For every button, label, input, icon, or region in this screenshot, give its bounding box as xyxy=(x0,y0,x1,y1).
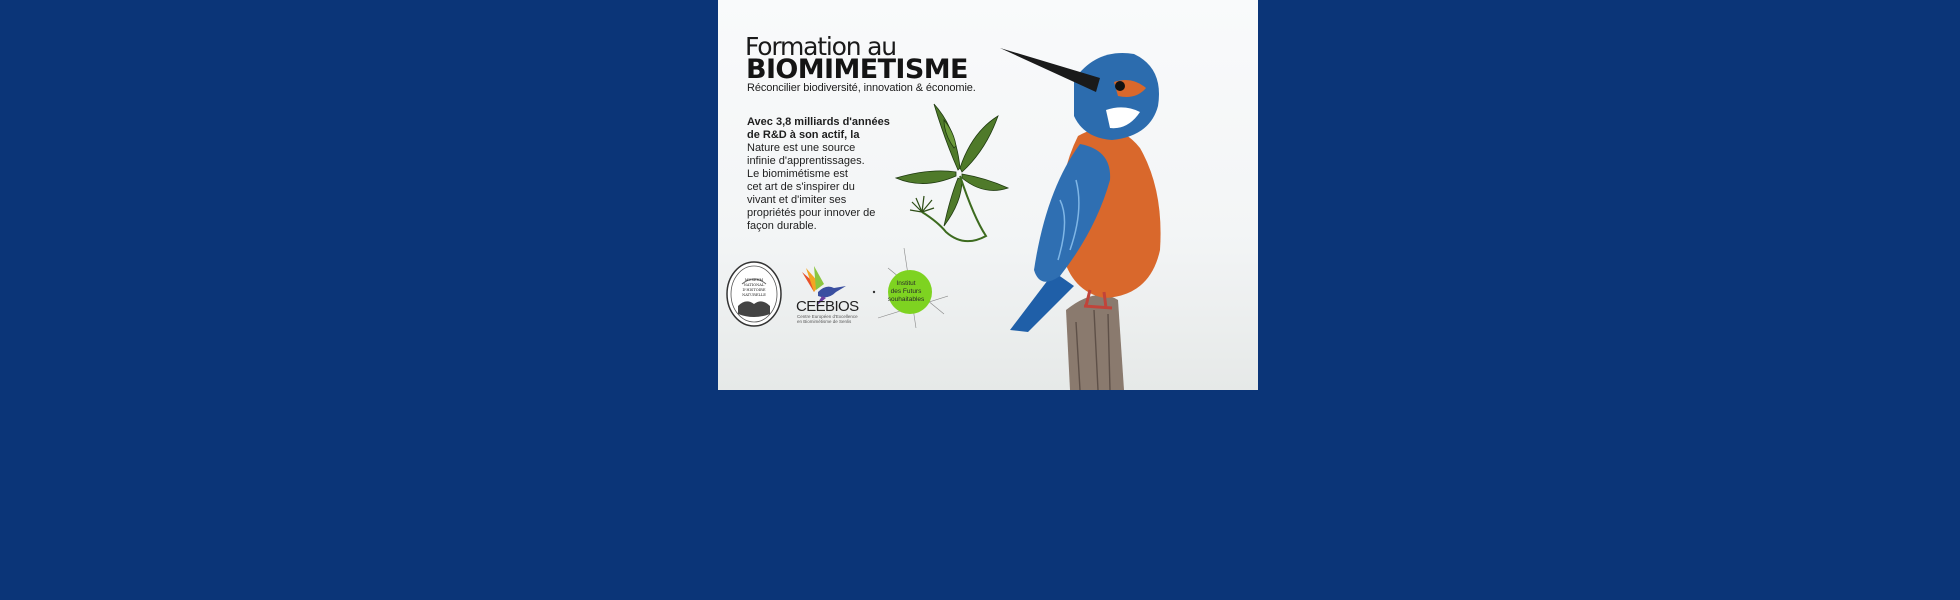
body-line: de R&D à son actif, la xyxy=(747,129,860,141)
body-line: Avec 3,8 milliards d'années xyxy=(747,116,890,128)
body-line: infinie d'apprentissages. xyxy=(747,155,865,167)
kingfisher-illustration-icon xyxy=(1000,40,1232,390)
mnhn-text-line: NATURELLE xyxy=(742,293,766,297)
ceebios-tagline: Centre Européen d'Excellence en Biomimétisme de Senlis xyxy=(797,314,858,324)
mnhn-text-line: D'HISTOIRE xyxy=(742,288,766,292)
body-line: vivant et d'imiter ses xyxy=(747,194,847,206)
body-line: cet art de s'inspirer du xyxy=(747,181,855,193)
mnhn-logo xyxy=(726,260,782,328)
ceebios-name: CEEBIOS xyxy=(796,298,859,315)
formation-banner[interactable] xyxy=(718,0,1258,390)
banner-title-line2: BIOMIMETISME xyxy=(746,54,968,85)
ifa-text-line: souhaitables xyxy=(887,296,925,303)
ifa-text-line: des Futurs xyxy=(890,288,922,295)
banner-body-text xyxy=(747,116,893,233)
body-line: Le biomimétisme est xyxy=(747,168,848,180)
body-line: Nature est une source xyxy=(747,142,856,154)
body-line: façon durable. xyxy=(747,220,817,232)
body-line: propriétés pour innover de xyxy=(747,207,876,219)
mnhn-text-line: NATIONAL xyxy=(743,283,765,287)
ifa-text-line: Institut xyxy=(896,280,916,287)
mnhn-text-line: MUSEUM xyxy=(744,278,764,282)
banner-subtitle: Réconcilier biodiversité, innovation & économie. xyxy=(747,82,976,94)
banner-title-line1: Formation au xyxy=(745,32,896,61)
